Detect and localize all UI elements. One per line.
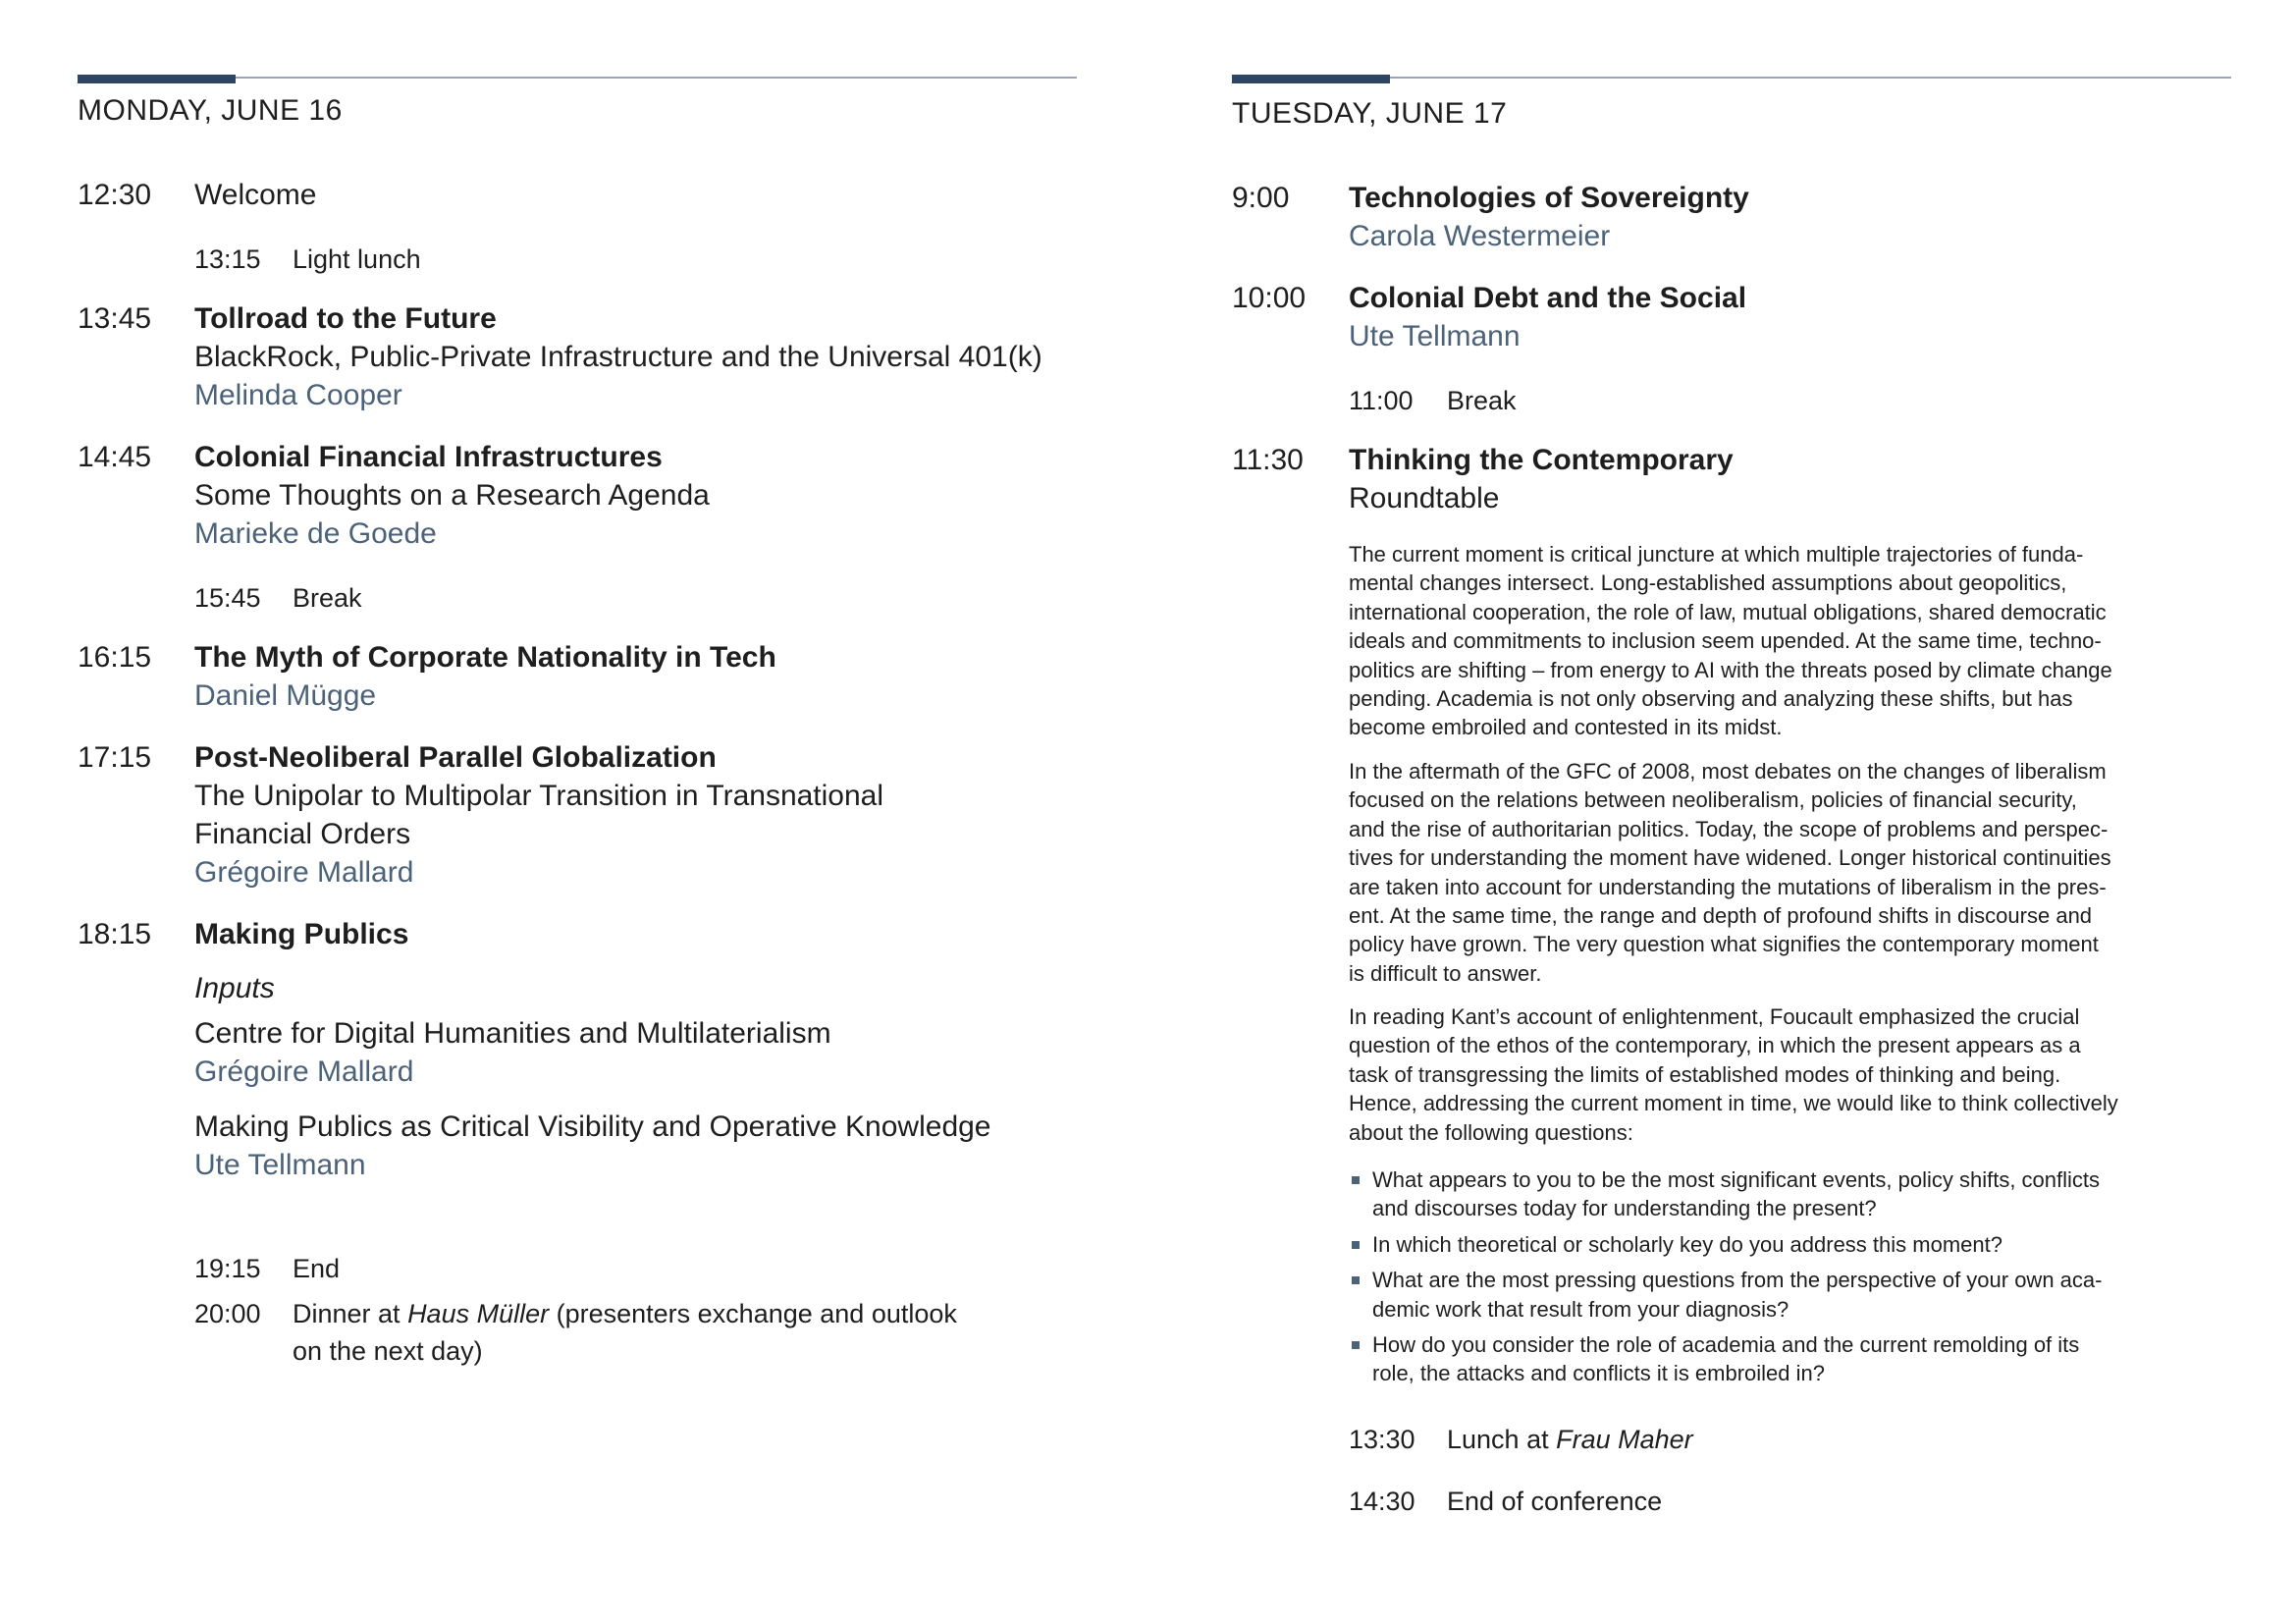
inputs-label: Inputs <box>194 972 275 1004</box>
session-speaker: Carola Westermeier <box>1349 220 1611 252</box>
session-title: Colonial Debt and the Social <box>1349 282 1747 314</box>
input-speaker: Grégoire Mallard <box>194 1056 414 1088</box>
list-item <box>1349 1165 2232 1223</box>
break-time: 11:00 <box>1349 386 1414 415</box>
square-bullet-icon <box>1352 1276 1360 1284</box>
dinner-venue: Haus Müller <box>407 1299 550 1328</box>
break-label: Break <box>1447 386 1517 415</box>
break-label: Light lunch <box>293 244 421 274</box>
input-title: Making Publics as Critical Visibility and Operative Knowledge <box>194 1110 991 1143</box>
session-time: 11:30 <box>1232 444 1304 476</box>
question-list <box>1349 1165 2232 1395</box>
lunch-prefix: Lunch at <box>1447 1425 1557 1454</box>
text-line: tives for understanding the moment have widened. Longer historical continuities <box>1349 845 2111 871</box>
end-time: 19:15 <box>194 1254 261 1283</box>
list-item <box>1349 1230 2232 1259</box>
text-line: ideals and commitments to inclusion seem upended. At the same time, techno- <box>1349 628 2102 654</box>
text-line: In the aftermath of the GFC of 2008, most debates on the changes of liberalism <box>1349 759 2107 784</box>
session-subtitle: BlackRock, Public-Private Infrastructure and the Universal 401(k) <box>194 341 1042 373</box>
session-title: Thinking the Contemporary <box>1349 444 1734 476</box>
session-time: 12:30 <box>78 179 152 211</box>
text-line: question of the ethos of the contemporary, in which the present appears as a <box>1349 1033 2081 1058</box>
text-line: demic work that result from your diagnosis? <box>1372 1296 1789 1322</box>
text-line: Hence, addressing the current moment in time, we would like to think collectively <box>1349 1091 2118 1116</box>
text-line: about the following questions: <box>1349 1119 1633 1145</box>
session-title: The Myth of Corporate Nationality in Tech <box>194 641 776 674</box>
text-line: focused on the relations between neoliberalism, policies of financial security, <box>1349 787 2077 813</box>
end-label: End of conference <box>1447 1487 1663 1516</box>
session-title: Making Publics <box>194 918 409 950</box>
header-rule-accent <box>1232 75 1390 83</box>
session-time: 10:00 <box>1232 282 1307 314</box>
break-time: 15:45 <box>194 583 261 613</box>
text-line: What are the most pressing questions from the perspective of your own aca- <box>1372 1268 2103 1293</box>
text-line: What appears to you to be the most significant events, policy shifts, conflicts <box>1372 1167 2101 1192</box>
roundtable-paragraph-2 <box>1349 757 2232 988</box>
dinner-time: 20:00 <box>194 1299 261 1328</box>
text-line: In which theoretical or scholarly key do you address this moment? <box>1372 1231 2002 1257</box>
text-line: task of transgressing the limits of established modes of thinking and being. <box>1349 1061 2061 1087</box>
text-line: politics are shifting – from energy to AI with the threats posed by climate change <box>1349 657 2112 682</box>
session-subtitle: Roundtable <box>1349 482 1500 514</box>
end-label: End <box>293 1254 341 1283</box>
text-line: international cooperation, the role of law, mutual obligations, shared democratic <box>1349 599 2107 624</box>
session-speaker: Grégoire Mallard <box>194 856 414 889</box>
text-line: How do you consider the role of academia and the current remolding of its <box>1372 1332 2080 1358</box>
dinner-suffix: (presenters exchange and outlook <box>549 1299 957 1328</box>
square-bullet-icon <box>1352 1176 1360 1184</box>
square-bullet-icon <box>1352 1341 1360 1349</box>
session-time: 17:15 <box>78 741 152 774</box>
text-line: become embroiled and contested in its midst. <box>1349 715 1783 740</box>
lunch-label <box>1447 1425 1693 1455</box>
session-speaker: Daniel Mügge <box>194 679 377 712</box>
text-line: policy have grown. The very question what signifies the contemporary moment <box>1349 932 2099 957</box>
text-line: ent. At the same time, the range and depth of profound shifts in discourse and <box>1349 903 2093 929</box>
text-line: In reading Kant’s account of enlightenment, Foucault emphasized the crucial <box>1349 1004 2080 1029</box>
dinner-label-line2: on the next day) <box>293 1336 483 1366</box>
session-title: Technologies of Sovereignty <box>1349 182 1749 214</box>
roundtable-paragraph-1 <box>1349 540 2232 742</box>
session-speaker: Ute Tellmann <box>1349 320 1521 352</box>
list-item <box>1349 1266 2232 1324</box>
lunch-venue: Frau Maher <box>1556 1425 1693 1454</box>
session-speaker: Melinda Cooper <box>194 379 402 411</box>
text-line: mental changes intersect. Long-established assumptions about geopolitics, <box>1349 570 2067 596</box>
input-speaker: Ute Tellmann <box>194 1149 366 1181</box>
session-subtitle: Financial Orders <box>194 818 411 850</box>
end-time: 14:30 <box>1349 1487 1415 1516</box>
day-title: MONDAY, JUNE 16 <box>78 94 343 127</box>
dinner-prefix: Dinner at <box>293 1299 408 1328</box>
break-time: 13:15 <box>194 244 261 274</box>
roundtable-paragraph-3 <box>1349 1002 2232 1147</box>
list-item <box>1349 1330 2232 1388</box>
session-title: Post-Neoliberal Parallel Globalization <box>194 741 717 774</box>
session-time: 16:15 <box>78 641 152 674</box>
session-title: Colonial Financial Infrastructures <box>194 441 663 473</box>
dinner-label <box>293 1299 957 1329</box>
text-line: is difficult to answer. <box>1349 960 1542 986</box>
square-bullet-icon <box>1352 1241 1360 1249</box>
session-subtitle: The Unipolar to Multipolar Transition in Transnational <box>194 780 884 812</box>
session-title: Welcome <box>194 179 317 211</box>
session-time: 14:45 <box>78 441 152 473</box>
break-label: Break <box>293 583 362 613</box>
day-title: TUESDAY, JUNE 17 <box>1232 97 1508 130</box>
session-subtitle: Some Thoughts on a Research Agenda <box>194 479 710 512</box>
input-title: Centre for Digital Humanities and Multilaterialism <box>194 1017 831 1050</box>
session-time: 9:00 <box>1232 182 1290 214</box>
text-line: The current moment is critical juncture at which multiple trajectories of funda- <box>1349 542 2084 567</box>
lunch-time: 13:30 <box>1349 1425 1415 1454</box>
text-line: pending. Academia is not only observing and analyzing these shifts, but has <box>1349 686 2073 712</box>
text-line: role, the attacks and conflicts it is embroiled in? <box>1372 1361 1826 1386</box>
text-line: and discourses today for understanding the present? <box>1372 1196 1877 1221</box>
session-title: Tollroad to the Future <box>194 302 497 335</box>
session-time: 13:45 <box>78 302 152 335</box>
header-rule-accent <box>78 75 236 83</box>
session-time: 18:15 <box>78 918 152 950</box>
text-line: are taken into account for understanding the mutations of liberalism in the pres- <box>1349 874 2107 899</box>
session-speaker: Marieke de Goede <box>194 517 437 550</box>
text-line: and the rise of authoritarian politics. Today, the scope of problems and perspec- <box>1349 816 2109 841</box>
